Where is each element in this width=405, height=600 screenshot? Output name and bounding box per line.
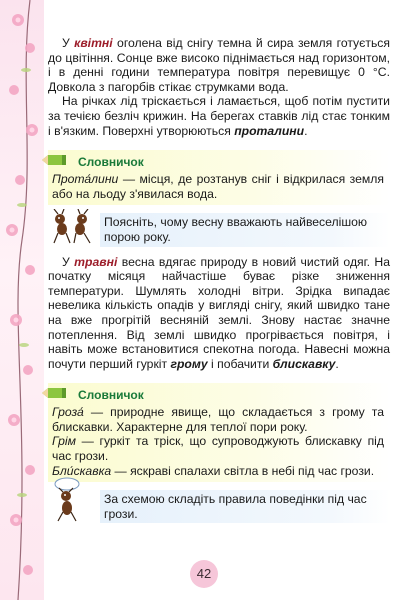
term-may: травні (74, 254, 118, 269)
page-number: 42 (190, 560, 218, 588)
dictionary-entry (52, 464, 384, 479)
task-2 (48, 490, 390, 523)
text-segment: На річках лід тріскається і ламається, щоб потім пустити за течією безліч крижин. На берегах ставків лід стає тонким і в'язким. Поверхні утворюються (48, 94, 390, 138)
term-april: квітні (74, 36, 113, 50)
text-segment: весна вдягає природу в новий чистий одяг. На початку місяця найчастіше буває різке зниження температури. Шумлять холодні вітри. Зрідка випадає невелика кількість опадів у вигляді снігу, який швидко тане на вже прогрітій весняній землі. Знову настає значне потеплення. Від землі швидко прогрівається повітря, і навіть може встановитися спекотна погода. Навесні можна почути перший гуркіт (48, 254, 390, 371)
task-1 (48, 213, 390, 246)
term-thunder: грому (170, 356, 208, 371)
dictionary-definition: — місця, де розтанув сніг і відкрилася земля або на льоду з'явилася вода. (52, 172, 384, 201)
dictionary-definition: — природне явище, що складається з грому та блискавки. Характерне для теплої пори року. (52, 405, 384, 434)
text-segment: . (304, 123, 308, 138)
dictionary-term: Бли́скавка (52, 463, 112, 478)
term-thawed-patches: проталини (234, 123, 305, 138)
flower-branch-icon (0, 0, 44, 600)
dictionary-entry (52, 434, 384, 463)
text-segment: і побачити (207, 356, 273, 371)
pencil-icon (40, 385, 70, 401)
dictionary-entry (52, 405, 384, 434)
paragraph-april (48, 36, 390, 94)
dictionary-definition: — яскраві спалахи світла в небі під час грози. (111, 463, 375, 478)
text-segment: . (335, 356, 339, 371)
text-segment: оголена від снігу темна й сира земля готується до цвітіння. Сонце вже високо піднімається над горизонтом, і в денні години температура повітря перевищує 0 °С. Довкола з пагорбів стікає струмками вода. (48, 36, 390, 94)
term-lightning: блискавку (272, 356, 336, 371)
dictionary-term: Гроза́ (52, 405, 84, 420)
dictionary-title: Словничок (78, 388, 144, 403)
paragraph-may (48, 255, 390, 372)
page-content (48, 36, 390, 523)
dictionary-entry (52, 172, 384, 201)
dictionary-term: Прота́лини (52, 172, 119, 187)
dictionary-box-1 (48, 150, 390, 205)
task-text: За схемою складіть правила поведінки під час грози. (100, 490, 390, 523)
dictionary-title: Словничок (78, 155, 144, 170)
ants-icon (50, 209, 96, 245)
pencil-icon (40, 152, 70, 168)
ant-icon (50, 476, 84, 522)
dictionary-definition: — гуркіт та тріск, що супроводжують блискавку під час грози. (52, 434, 384, 464)
task-text: Поясніть, чому весну вважають найвеселішою порою року. (100, 213, 390, 246)
text-segment: У (62, 254, 75, 269)
text-segment: У (62, 36, 75, 50)
dictionary-box-2 (48, 383, 390, 482)
dictionary-term: Грім (52, 434, 76, 449)
paragraph-ice (48, 94, 390, 138)
